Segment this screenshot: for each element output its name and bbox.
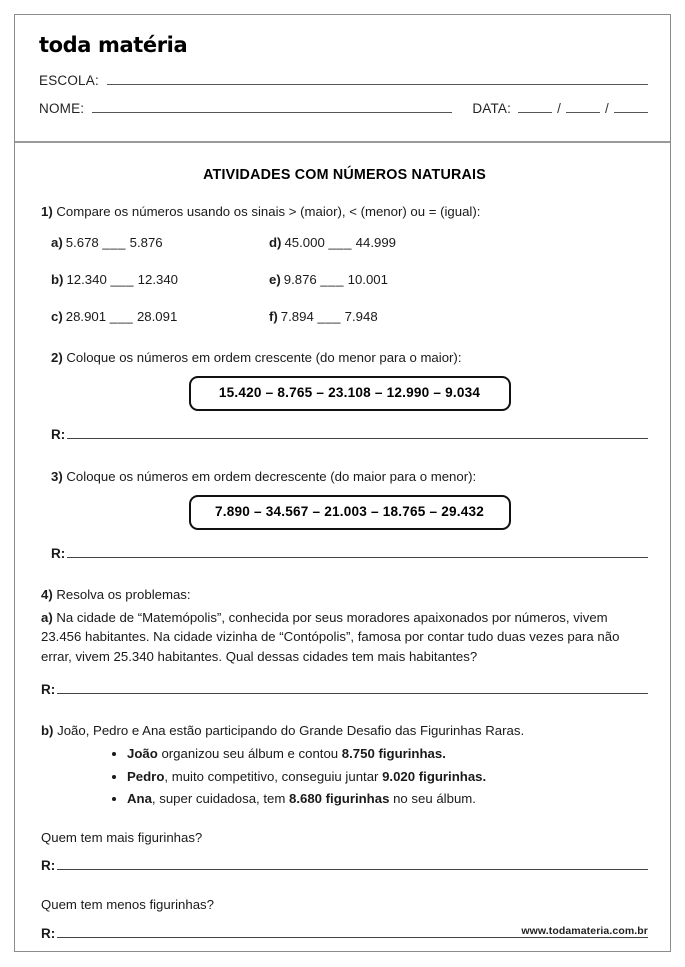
bullet-3-tail: no seu álbum.	[389, 790, 476, 806]
question-4b-label: b)	[41, 723, 54, 739]
question-3-number-box: 7.890 – 34.567 – 21.003 – 18.765 – 29.432	[189, 495, 511, 530]
question-4b-text-block	[41, 721, 648, 740]
question-most-answer-label: R:	[41, 857, 56, 873]
bullet-3-name: Ana	[127, 790, 152, 806]
question-4a-text-block	[41, 608, 648, 665]
bullet-1-name: João	[127, 746, 158, 762]
question-2	[51, 348, 648, 444]
footer-url: www.todamateria.com.br	[521, 925, 648, 937]
compare-item-b	[51, 270, 269, 289]
question-most-answer-row	[41, 856, 648, 876]
name-label: NOME:	[39, 101, 85, 116]
question-1-text: Compare os números usando os sinais > (maior), < (menor) ou = (igual):	[56, 203, 481, 219]
question-1-prompt	[41, 202, 648, 221]
school-field-row	[39, 73, 648, 88]
bullet-3-amount: 8.680 figurinhas	[289, 790, 390, 806]
list-item	[127, 789, 648, 808]
header-divider	[15, 141, 670, 143]
compare-item-c-left: 28.901	[65, 309, 107, 325]
question-2-number: 2)	[51, 350, 63, 366]
list-item	[127, 767, 648, 786]
question-4b-text: João, Pedro e Ana estão participando do Grande Desafio das Figurinhas Raras.	[57, 723, 525, 739]
question-2-prompt	[51, 348, 648, 367]
compare-item-a-label: a)	[51, 234, 63, 250]
compare-item-e-label: e)	[269, 272, 281, 287]
question-2-text: Coloque os números em ordem crescente (do menor para o maior):	[66, 350, 462, 366]
question-least-text: Quem tem menos figurinhas?	[41, 897, 214, 913]
date-label: DATA:	[472, 101, 512, 116]
compare-item-f-blank[interactable]: ___	[317, 309, 341, 325]
worksheet-page	[14, 14, 671, 952]
question-4-number: 4)	[41, 587, 53, 603]
compare-item-b-label: b)	[51, 272, 64, 287]
school-input-line[interactable]	[107, 74, 648, 85]
question-3-prompt	[51, 467, 648, 486]
compare-item-c-label: c)	[51, 309, 63, 325]
worksheet-header	[15, 15, 670, 143]
question-2-answer-row	[51, 425, 648, 445]
compare-item-b-right: 12.340	[137, 272, 178, 287]
date-day-input[interactable]	[518, 102, 552, 113]
name-input-line[interactable]	[92, 102, 452, 113]
question-4	[41, 585, 648, 943]
question-most-answer-line[interactable]	[57, 858, 648, 870]
compare-item-f-label: f)	[269, 309, 278, 325]
compare-item-f-right: 7.948	[344, 309, 378, 325]
date-month-input[interactable]	[566, 102, 600, 113]
question-1-number: 1)	[41, 203, 53, 219]
compare-item-f-left: 7.894	[280, 309, 314, 325]
question-3-answer-line[interactable]	[67, 546, 648, 558]
question-4-text: Resolva os problemas:	[56, 587, 191, 603]
compare-item-f	[269, 307, 648, 326]
compare-item-a-blank[interactable]: ___	[102, 234, 126, 250]
question-3-number: 3)	[51, 468, 63, 484]
question-4b	[41, 721, 648, 943]
figurinhas-list	[41, 744, 648, 807]
question-4a	[41, 608, 648, 699]
comparison-grid	[51, 233, 648, 326]
compare-item-d-blank[interactable]: ___	[328, 234, 352, 250]
compare-item-d-left: 45.000	[284, 234, 325, 250]
compare-item-b-left: 12.340	[66, 272, 107, 287]
question-4a-answer-line[interactable]	[57, 682, 648, 694]
question-3	[51, 467, 648, 563]
brand-logo: toda matéria	[39, 33, 188, 57]
compare-item-e-blank[interactable]: ___	[320, 272, 344, 287]
bullet-1-amount: 8.750 figurinhas.	[341, 746, 446, 762]
compare-item-d	[269, 233, 648, 252]
name-date-field-row	[39, 101, 648, 116]
question-least-answer-label: R:	[41, 925, 56, 941]
compare-item-a	[51, 233, 269, 252]
compare-item-d-label: d)	[269, 234, 282, 250]
question-1	[41, 202, 648, 327]
question-3-answer-row	[51, 544, 648, 564]
question-2-answer-label: R:	[51, 427, 66, 443]
bullet-3-middle: , super cuidadosa, tem	[151, 790, 289, 806]
date-separator-2: /	[605, 101, 609, 116]
date-separator-1: /	[557, 101, 562, 116]
bullet-1-middle: organizou seu álbum e contou	[157, 746, 342, 762]
compare-item-e	[269, 270, 648, 289]
compare-item-a-left: 5.678	[65, 234, 99, 250]
date-field-group	[472, 101, 648, 116]
date-year-input[interactable]	[614, 102, 648, 113]
question-most-text: Quem tem mais figurinhas?	[41, 829, 203, 845]
question-most-figurinhas	[41, 828, 648, 876]
compare-item-c-blank[interactable]: ___	[109, 309, 134, 325]
bullet-2-name: Pedro	[127, 768, 165, 784]
compare-item-c	[51, 307, 269, 326]
question-2-number-box: 15.420 – 8.765 – 23.108 – 12.990 – 9.034	[189, 376, 511, 411]
question-4a-answer-row	[41, 680, 648, 700]
compare-item-e-right: 10.001	[347, 272, 388, 287]
question-4a-label: a)	[41, 610, 53, 626]
list-item	[127, 744, 648, 763]
worksheet-content	[15, 143, 670, 943]
question-3-answer-label: R:	[51, 545, 66, 561]
question-2-answer-line[interactable]	[67, 427, 648, 439]
bullet-2-amount: 9.020 figurinhas.	[382, 768, 487, 784]
compare-item-a-right: 5.876	[129, 234, 163, 250]
question-4a-answer-label: R:	[41, 681, 56, 697]
question-3-text: Coloque os números em ordem decrescente (do maior para o menor):	[66, 468, 477, 484]
question-4-prompt	[41, 585, 648, 604]
compare-item-b-blank[interactable]: ___	[110, 272, 134, 287]
compare-item-c-right: 28.091	[136, 309, 178, 325]
compare-item-e-left: 9.876	[283, 272, 317, 287]
bullet-2-middle: , muito competitivo, conseguiu juntar	[164, 768, 383, 784]
compare-item-d-right: 44.999	[355, 234, 396, 250]
school-label: ESCOLA:	[39, 73, 99, 88]
page-title: ATIVIDADES COM NÚMEROS NATURAIS	[203, 167, 486, 183]
question-4a-text: Na cidade de “Matemópolis”, conhecida por seus moradores apaixonados por números, vivem 23.456 habitantes. Na cidade vizinha de “Contópolis”, famosa por contar tudo duas vezes para não errar, vivem 25.340 habitantes. Qual dessas cidades tem mais habitantes?	[41, 610, 620, 664]
